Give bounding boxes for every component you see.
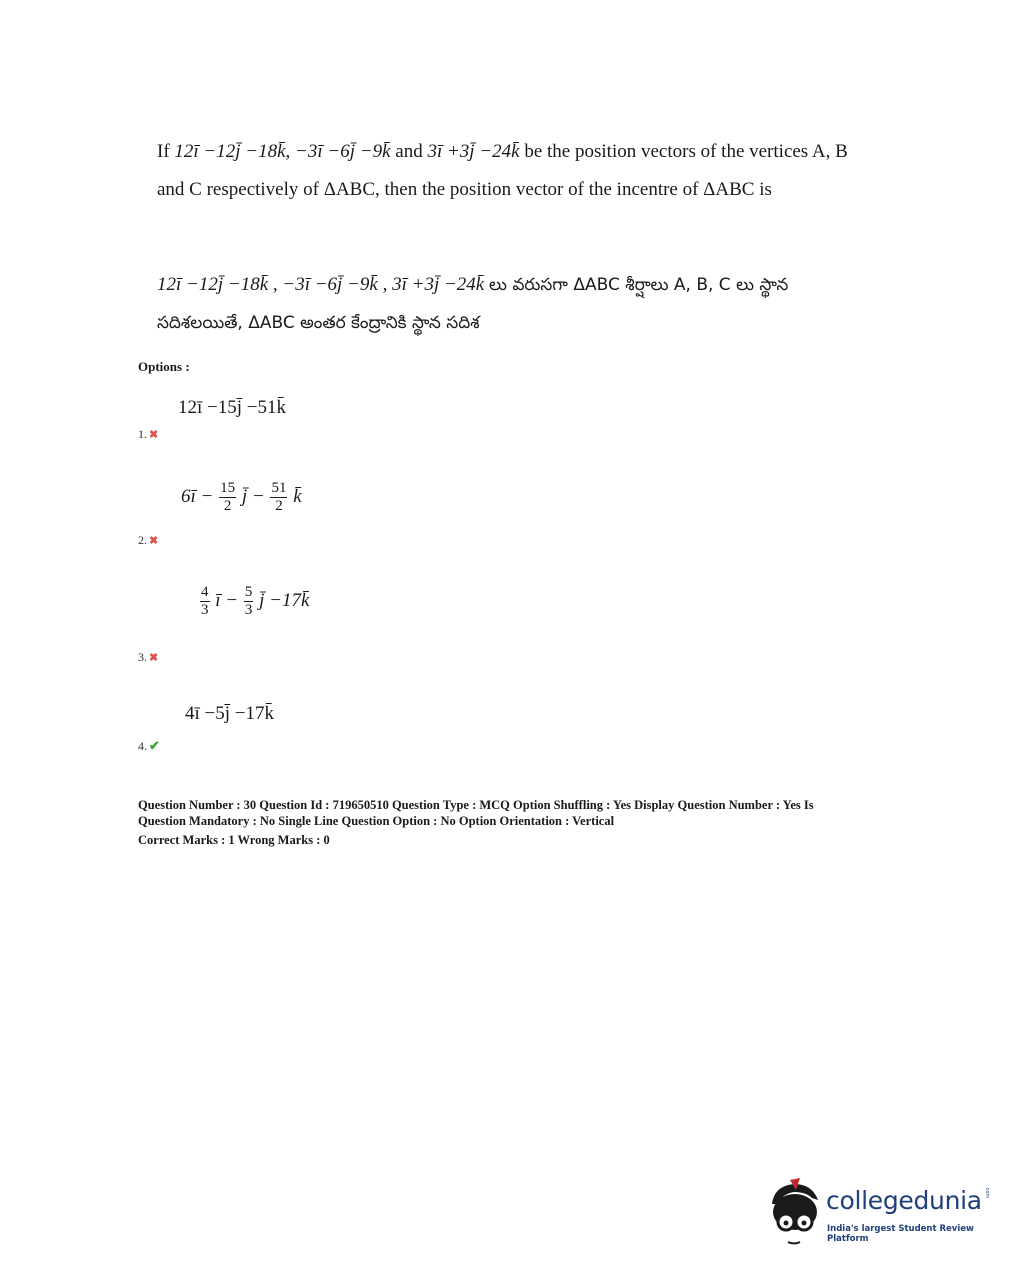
question-english xyxy=(157,133,877,209)
fraction xyxy=(244,584,254,619)
fraction xyxy=(270,480,287,515)
meta-line-1: Question Number : 30 Question Id : 719650510 Question Type : MCQ Option Shuffling : Yes Display Question Number : Yes Is xyxy=(138,798,814,812)
option-1-expression: 12ī −15j̄ −51k̄ xyxy=(178,397,286,418)
numerator: 5 xyxy=(244,584,253,600)
wrong-icon: ✖ xyxy=(149,652,159,664)
option-1-marker[interactable] xyxy=(138,425,158,443)
option-number: 1. xyxy=(138,427,147,441)
option-2-expression xyxy=(181,480,302,515)
options-label: Options : xyxy=(138,359,190,374)
meta-line-2: Question Mandatory : No Single Line Question Option : No Option Orientation : Vertical xyxy=(138,814,615,828)
option-2-marker[interactable] xyxy=(138,531,158,549)
option-number: 2. xyxy=(138,533,147,547)
option-number: 3. xyxy=(138,650,147,664)
denominator: 3 xyxy=(244,602,253,618)
meta-line-3: Correct Marks : 1 Wrong Marks : 0 xyxy=(138,833,330,847)
separator: , xyxy=(285,141,291,162)
option-3-tail: j̄ −17k̄ xyxy=(259,589,310,611)
denominator: 3 xyxy=(201,602,209,618)
logo-dotcom: .com xyxy=(984,1186,990,1199)
numerator: 15 xyxy=(220,480,236,496)
numerator: 4 xyxy=(201,584,209,600)
option-2-lead: 6ī − xyxy=(181,485,214,507)
option-3-marker[interactable] xyxy=(138,648,158,666)
vector-b: −3ī −6j̄ −9k̄ xyxy=(295,141,391,162)
and-word: and xyxy=(395,141,423,162)
denominator: 2 xyxy=(275,498,283,514)
question-meta xyxy=(138,797,898,848)
wrong-icon: ✖ xyxy=(149,429,159,441)
vector-a: 12ī −12j̄ −18k̄ xyxy=(174,141,286,162)
telugu-text: లు వరుసగా ΔABC శీర్షాలు A, B, C లు స్థాన సదిశలయితే, ΔABC అంతర కేంద్రానికి స్థాన సదిశ xyxy=(157,275,789,333)
collegedunia-logo[interactable] xyxy=(766,1178,996,1248)
logo-name: collegedunia xyxy=(826,1186,982,1215)
option-number: 4. xyxy=(138,739,147,753)
numerator: 51 xyxy=(271,480,287,496)
option-4-marker[interactable] xyxy=(138,737,160,755)
question-prefix: If xyxy=(157,141,170,162)
fraction xyxy=(200,584,210,619)
question-telugu xyxy=(157,266,877,342)
wrong-icon: ✖ xyxy=(149,535,159,547)
telugu-vectors: 12ī −12j̄ −18k̄ , −3ī −6j̄ −9k̄ , 3ī +3j̄ −24k̄ xyxy=(157,274,485,295)
question-rest: be the position vectors of the vertices A, B and C respectively of ΔABC, then the position vector of the incentre of ΔABC is xyxy=(157,141,848,200)
vector-c: 3ī +3j̄ −24k̄ xyxy=(427,141,520,162)
check-icon: ✔ xyxy=(149,738,160,753)
fraction xyxy=(219,480,236,515)
option-2-tail: k̄ xyxy=(293,485,302,507)
option-4-expression: 4ī −5j̄ −17k̄ xyxy=(185,703,274,724)
logo-tagline: India's largest Student Review Platform xyxy=(827,1224,974,1244)
option-3-mid: ī − xyxy=(215,589,239,611)
denominator: 2 xyxy=(223,498,232,514)
mascot-icon xyxy=(766,1178,824,1248)
option-3-expression xyxy=(199,584,309,619)
option-2-mid: j̄ − xyxy=(241,485,265,507)
